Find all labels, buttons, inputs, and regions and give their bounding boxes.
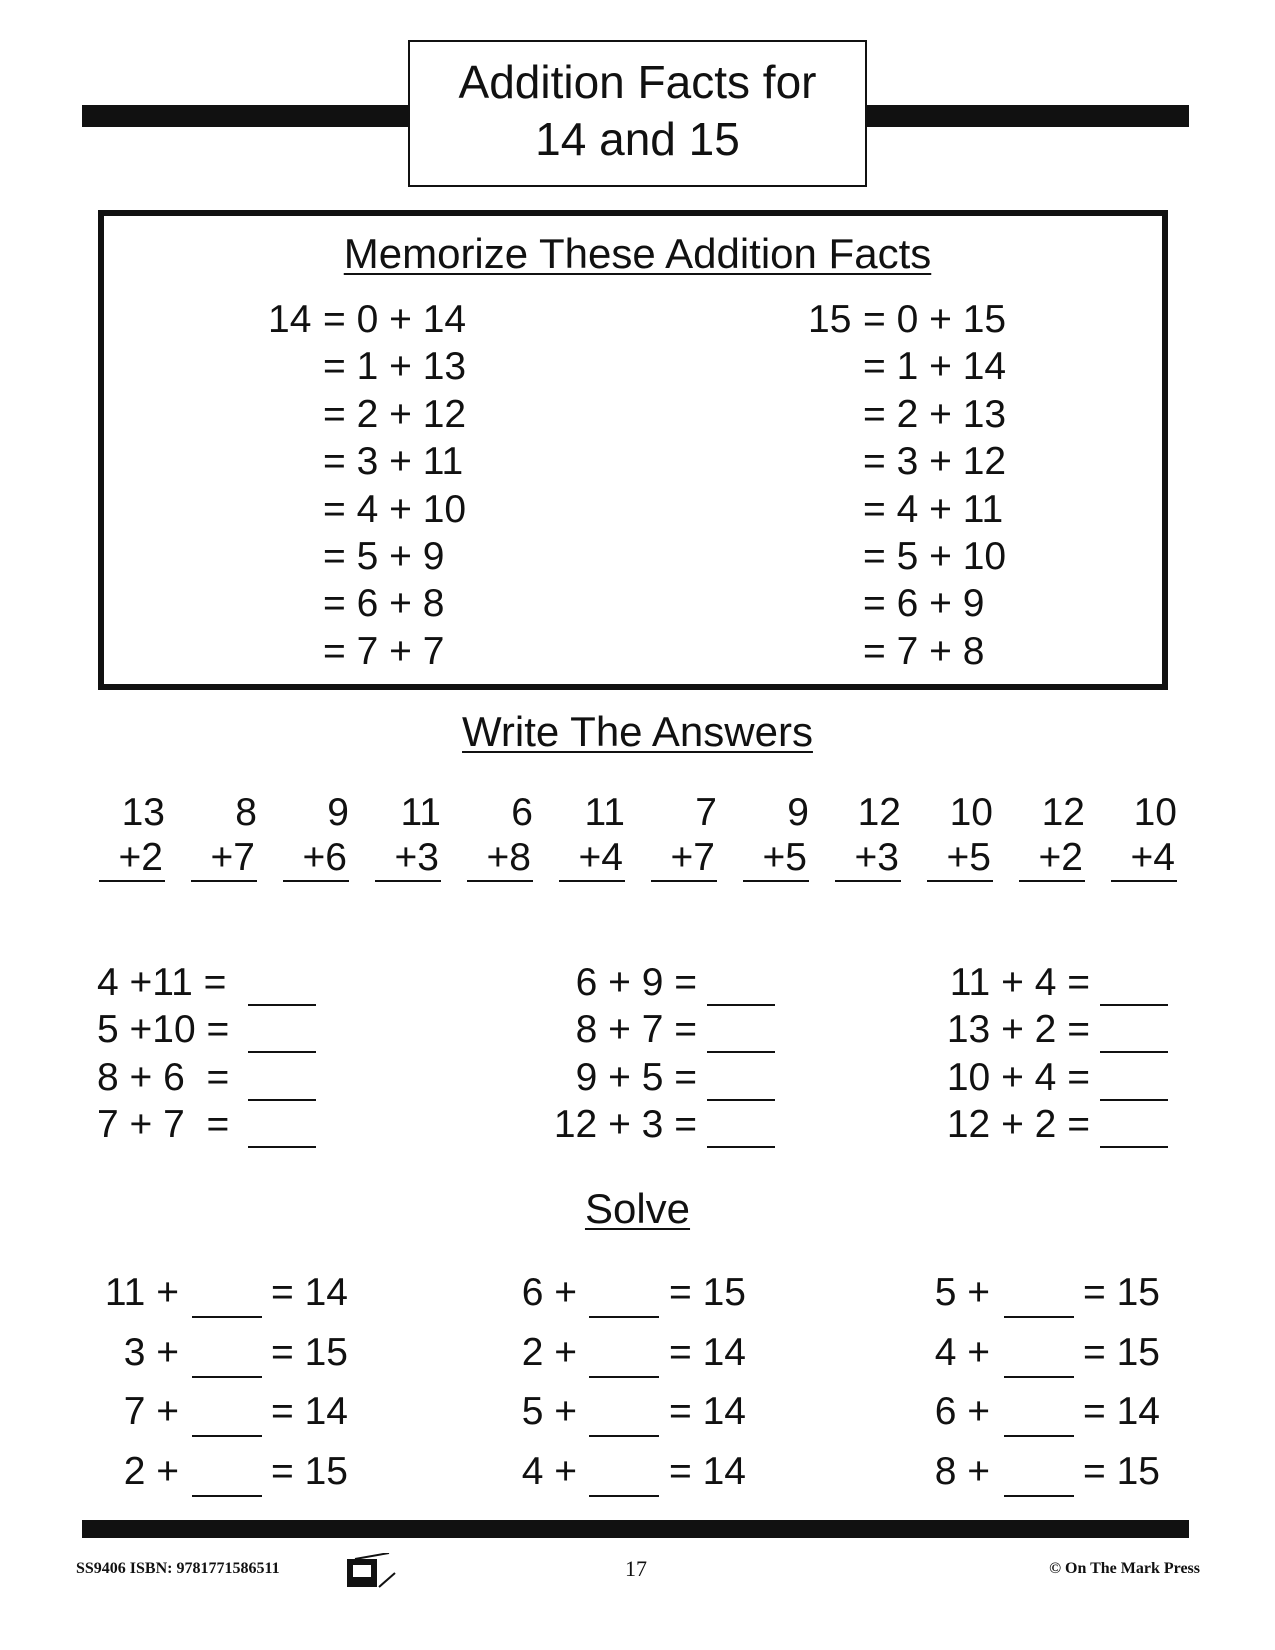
answer-blank[interactable] (192, 1376, 262, 1378)
vertical-problem (283, 790, 349, 882)
vertical-problem (99, 790, 165, 882)
vertical-problem (835, 790, 901, 882)
vertical-problem (743, 790, 809, 882)
answer-blank[interactable] (1100, 1004, 1168, 1006)
addend-bottom: +3 (835, 835, 901, 882)
answer-blank[interactable] (707, 1051, 775, 1053)
fact-equation: = 5 + 9 (323, 535, 445, 578)
fact-line (808, 628, 984, 675)
fact-line (808, 438, 1006, 485)
solve-addend: 7 + (123, 1390, 179, 1433)
addend-top: 11 (400, 791, 441, 834)
fact-line (268, 580, 444, 627)
addend-top: 10 (1133, 791, 1177, 834)
fact-equation: = 0 + 15 (863, 298, 1007, 341)
fact-line (808, 486, 1003, 533)
answer-blank[interactable] (192, 1495, 262, 1497)
fact-line (808, 580, 984, 627)
equation-prompt: 8 + 6 = (97, 1055, 230, 1099)
addend-bottom: +7 (191, 835, 257, 882)
page-number: 17 (625, 1556, 647, 1581)
solve-addend: 5 + (521, 1390, 577, 1433)
fact-equation: = 3 + 11 (323, 440, 464, 484)
fact-equation: = 6 + 9 (863, 582, 985, 626)
equation-prompt: 7 + 7 = (97, 1102, 230, 1146)
solve-addend: 6 + (934, 1390, 990, 1433)
equation-prompt: 9 + 5 = (575, 1055, 697, 1099)
solve-sum: = 15 (669, 1271, 746, 1314)
vertical-problem (375, 790, 441, 882)
answer-blank[interactable] (707, 1099, 775, 1101)
fact-line (808, 343, 1006, 390)
addend-bottom: +4 (559, 835, 625, 882)
answer-blank[interactable] (1004, 1316, 1074, 1318)
solve-sum: = 14 (1083, 1390, 1160, 1433)
addend-top: 9 (787, 791, 809, 834)
copier-icon (347, 1553, 417, 1593)
fact-line (268, 343, 466, 390)
vertical-problem (1111, 790, 1177, 882)
answer-blank[interactable] (248, 1099, 316, 1101)
bottom-rule (82, 1520, 1189, 1538)
equation-prompt: 4 +11 = (97, 961, 227, 1004)
addend-top: 7 (695, 791, 717, 834)
solve-addend: 4 + (521, 1449, 577, 1493)
answer-blank[interactable] (1100, 1051, 1168, 1053)
answer-blank[interactable] (192, 1435, 262, 1437)
solve-addend: 11 + (104, 1271, 179, 1314)
solve-sum: = 14 (669, 1390, 746, 1433)
answer-blank[interactable] (1004, 1435, 1074, 1437)
addend-top: 6 (511, 791, 533, 834)
fact-equation: = 1 + 13 (323, 345, 467, 389)
addend-top: 8 (235, 791, 257, 834)
fact-line (808, 391, 1006, 438)
footer-code: SS9406 ISBN: 9781771586511 (76, 1560, 280, 1577)
fact-equation: = 3 + 12 (863, 440, 1007, 484)
fact-equation: = 1 + 14 (863, 345, 1007, 389)
memorize-box (98, 210, 1168, 690)
solve-sum: = 14 (669, 1449, 746, 1493)
addend-top: 10 (949, 791, 993, 834)
fact-equation: = 4 + 11 (863, 487, 1004, 531)
solve-sum: = 14 (271, 1271, 348, 1314)
answer-blank[interactable] (192, 1316, 262, 1318)
equation-prompt: 6 + 9 = (575, 961, 697, 1004)
fact-sum: 15 (808, 298, 852, 341)
addend-bottom: +2 (1019, 835, 1085, 882)
solve-sum: = 15 (1083, 1271, 1160, 1314)
solve-addend: 2 + (123, 1449, 179, 1493)
solve-sum: = 15 (1083, 1449, 1160, 1493)
addend-top: 11 (584, 791, 625, 834)
solve-addend: 3 + (123, 1330, 179, 1374)
equation-prompt: 12 + 2 = (946, 1102, 1090, 1146)
solve-sum: = 15 (1083, 1330, 1160, 1374)
answer-blank[interactable] (589, 1435, 659, 1437)
addend-bottom: +8 (467, 835, 533, 882)
answer-blank[interactable] (1100, 1099, 1168, 1101)
solve-addend: 8 + (934, 1449, 990, 1493)
equation-prompt: 5 +10 = (97, 1008, 230, 1052)
fact-line (268, 486, 466, 533)
addend-bottom: +7 (651, 835, 717, 882)
addend-top: 12 (1041, 791, 1085, 834)
equation-prompt: 11 + 4 = (949, 961, 1090, 1004)
answer-blank[interactable] (589, 1376, 659, 1378)
solve-addend: 5 + (934, 1271, 990, 1314)
fact-equation: = 0 + 14 (323, 298, 467, 341)
vertical-problem (559, 790, 625, 882)
title-line-1: Addition Facts for (458, 56, 817, 108)
write-answers-heading: Write The Answers (462, 708, 813, 755)
title-box (408, 40, 867, 187)
solve-addend: 2 + (521, 1330, 577, 1374)
solve-sum: = 14 (669, 1330, 746, 1374)
vertical-problem (927, 790, 993, 882)
fact-equation: = 2 + 13 (863, 392, 1007, 436)
answer-blank[interactable] (1004, 1376, 1074, 1378)
fact-equation: = 4 + 10 (323, 487, 467, 531)
answer-blank[interactable] (248, 1051, 316, 1053)
fact-equation: = 7 + 8 (863, 629, 985, 673)
addend-top: 9 (327, 791, 349, 834)
fact-line (268, 391, 466, 438)
fact-sum: 14 (268, 298, 312, 341)
addend-bottom: +3 (375, 835, 441, 882)
answer-blank[interactable] (589, 1495, 659, 1497)
answer-blank[interactable] (248, 1146, 316, 1148)
answer-blank[interactable] (1100, 1146, 1168, 1148)
addend-top: 13 (121, 791, 165, 834)
fact-line (268, 296, 466, 343)
addend-bottom: +5 (743, 835, 809, 882)
solve-sum: = 15 (271, 1449, 348, 1493)
memorize-heading: Memorize These Addition Facts (343, 230, 932, 277)
fact-line (268, 628, 444, 675)
addend-top: 12 (857, 791, 901, 834)
solve-addend: 6 + (521, 1271, 577, 1314)
fact-equation: = 5 + 10 (863, 535, 1007, 578)
addend-bottom: +5 (927, 835, 993, 882)
answer-blank[interactable] (248, 1004, 316, 1006)
addend-bottom: +2 (99, 835, 165, 882)
equation-prompt: 13 + 2 = (946, 1008, 1090, 1052)
fact-line (808, 296, 1006, 343)
fact-line (268, 438, 463, 485)
answer-blank[interactable] (707, 1146, 775, 1148)
addend-bottom: +6 (283, 835, 349, 882)
answer-blank[interactable] (707, 1004, 775, 1006)
equation-prompt: 10 + 4 = (946, 1055, 1090, 1099)
vertical-problem (467, 790, 533, 882)
vertical-problem (1019, 790, 1085, 882)
fact-equation: = 6 + 8 (323, 582, 445, 626)
fact-line (808, 533, 1006, 580)
solve-addend: 4 + (934, 1330, 990, 1374)
answer-blank[interactable] (1004, 1495, 1074, 1497)
solve-sum: = 14 (271, 1390, 348, 1433)
solve-heading: Solve (584, 1185, 691, 1232)
title-line-2: 14 and 15 (535, 113, 740, 165)
equation-prompt: 12 + 3 = (553, 1102, 697, 1146)
fact-equation: = 2 + 12 (323, 392, 467, 436)
answer-blank[interactable] (589, 1316, 659, 1318)
equation-prompt: 8 + 7 = (575, 1008, 697, 1052)
footer-copyright: © On The Mark Press (1049, 1560, 1200, 1577)
solve-sum: = 15 (271, 1330, 348, 1374)
vertical-problem (191, 790, 257, 882)
fact-line (268, 533, 444, 580)
addend-bottom: +4 (1111, 835, 1177, 882)
fact-equation: = 7 + 7 (323, 629, 445, 673)
vertical-problem (651, 790, 717, 882)
